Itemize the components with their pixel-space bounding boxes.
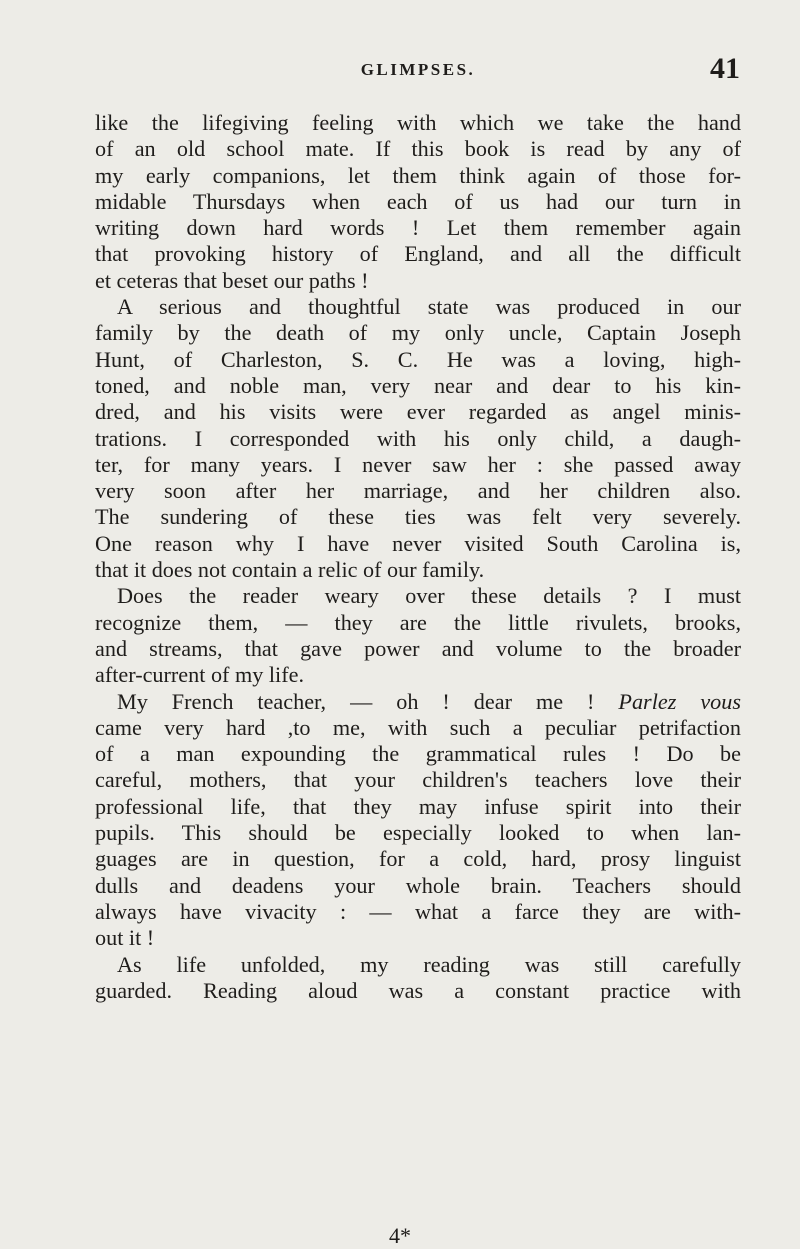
body-text <box>95 110 741 1004</box>
text-line-content: trations. I corresponded with his only child, a daugh- <box>95 425 741 451</box>
text-line-content: dulls and deadens your whole brain. Teachers should <box>95 872 741 898</box>
text-line <box>95 189 741 215</box>
text-line <box>95 873 741 899</box>
page-number: 41 <box>710 52 740 85</box>
text-line-content: recognize them, — they are the little rivulets, brooks, <box>95 609 741 635</box>
text-line <box>95 978 741 1004</box>
text-line-content: guages are in question, for a cold, hard, prosy linguist <box>95 846 741 872</box>
text-line <box>95 794 741 820</box>
text-line-content: that it does not contain a relic of our family. <box>95 557 485 583</box>
text-line-content: of a man expounding the grammatical rules ! Do be <box>95 741 741 767</box>
text-line-content: like the lifegiving feeling with which we take the hand <box>95 110 741 135</box>
text-line <box>95 689 741 715</box>
text-line <box>95 426 741 452</box>
text-line-content: et ceteras that beset our paths ! <box>95 267 369 293</box>
text-line <box>95 715 741 741</box>
text-line <box>95 899 741 925</box>
text-line <box>95 347 741 373</box>
text-line-content: out it ! <box>95 925 155 951</box>
text-line-content: family by the death of my only uncle, Captain Joseph <box>95 320 741 346</box>
text-line-content: writing down hard words ! Let them remember again <box>95 215 741 241</box>
text-line <box>95 531 741 557</box>
text-line <box>95 110 741 136</box>
text-line-content: pupils. This should be especially looked to when lan- <box>95 820 741 846</box>
text-line-content: One reason why I have never visited South Carolina is, <box>95 530 741 556</box>
text-line-content: Does the reader weary over these details ? I must <box>117 583 741 609</box>
signature-mark: 4* <box>389 1223 411 1248</box>
text-line-content: ter, for many years. I never saw her : she passed away <box>95 451 741 477</box>
text-line-content: My French teacher, — oh ! dear me ! <box>117 688 619 714</box>
text-line-content: my early companions, let them think again of those for- <box>95 162 741 188</box>
running-title: GLIMPSES. <box>360 60 476 79</box>
text-line <box>95 820 741 846</box>
text-line <box>95 583 741 609</box>
text-line-content: toned, and noble man, very near and dear to his kin- <box>95 372 741 398</box>
text-line-content: came very hard ,to me, with such a peculiar petrifaction <box>95 714 741 740</box>
text-line-content: dred, and his visits were ever regarded as angel minis- <box>95 399 741 425</box>
text-line <box>95 452 741 478</box>
text-line <box>95 478 741 504</box>
text-line-content: professional life, that they may infuse spirit into their <box>95 793 741 819</box>
text-line <box>95 925 741 951</box>
text-line <box>95 662 741 688</box>
text-line-content: As life unfolded, my reading was still carefully <box>117 951 741 977</box>
page-header <box>96 52 740 92</box>
text-line-content: that provoking history of England, and all the difficult <box>95 241 741 267</box>
text-line <box>95 846 741 872</box>
text-line <box>95 399 741 425</box>
text-line-content: Hunt, of Charleston, S. C. He was a loving, high- <box>95 346 741 372</box>
text-line <box>95 610 741 636</box>
text-line-content: careful, mothers, that your children's teachers love their <box>95 767 741 793</box>
text-line-content: and streams, that gave power and volume to the broader <box>95 635 741 661</box>
text-line <box>95 163 741 189</box>
text-line <box>95 215 741 241</box>
text-line-content: guarded. Reading aloud was a constant practice with <box>95 977 741 1003</box>
text-line-content: always have vivacity : — what a farce they are with- <box>95 898 741 924</box>
text-line <box>95 268 741 294</box>
text-line <box>95 557 741 583</box>
text-line <box>95 767 741 793</box>
text-line-content: The sundering of these ties was felt very severely. <box>95 504 741 530</box>
text-line <box>95 294 741 320</box>
text-line-content: after-current of my life. <box>95 662 304 688</box>
text-line <box>95 504 741 530</box>
text-line-content: very soon after her marriage, and her children also. <box>95 478 741 504</box>
text-line-content: of an old school mate. If this book is read by any of <box>95 136 741 162</box>
text-line-content: A serious and thoughtful state was produced in our <box>117 294 741 320</box>
text-line-content: midable Thursdays when each of us had our turn in <box>95 188 741 214</box>
text-line <box>95 136 741 162</box>
italic-phrase: Parlez vous <box>618 688 741 714</box>
text-line <box>95 636 741 662</box>
text-line <box>95 373 741 399</box>
text-line <box>95 320 741 346</box>
text-line <box>95 952 741 978</box>
text-line <box>95 241 741 267</box>
text-line <box>95 741 741 767</box>
